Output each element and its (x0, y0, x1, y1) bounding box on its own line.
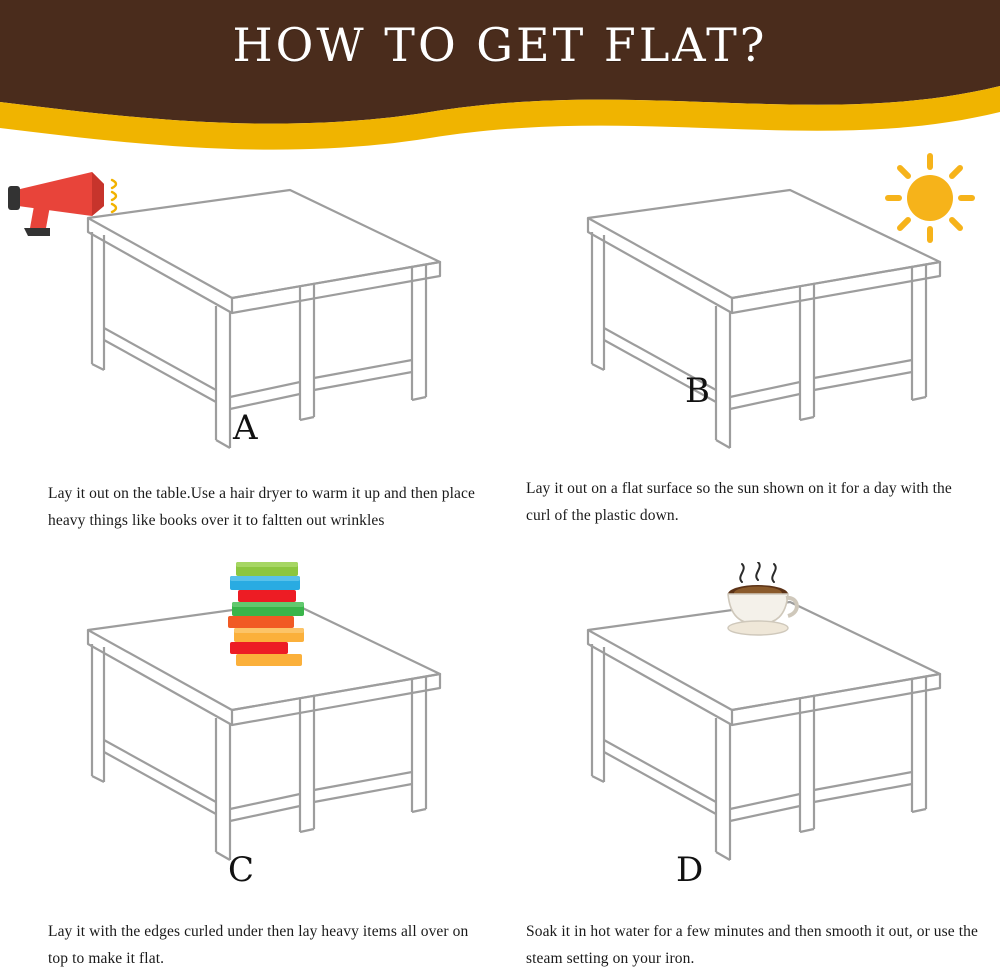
hot-cup-icon (728, 562, 797, 635)
panel-a (0, 150, 500, 562)
panel-d-letter: D (676, 850, 704, 890)
panel-b-caption: Lay it out on a flat surface so the sun shown on it for a day with the curl of the plastic down. (526, 480, 952, 524)
panel-c-caption: Lay it with the edges curled under then lay heavy items all over on top to make it flat. (48, 923, 469, 967)
panel-d (500, 562, 1000, 974)
panel-c-letter: C (228, 850, 255, 890)
book-stack-icon (228, 562, 304, 666)
panel-c-illustration (0, 562, 500, 882)
hair-dryer-icon (8, 172, 116, 236)
panel-c (0, 562, 500, 974)
panel-d-illustration (500, 562, 1000, 882)
panel-b-letter: B (685, 371, 710, 411)
panel-b-illustration (500, 150, 1000, 470)
sun-icon (888, 156, 972, 240)
table-drawing (588, 602, 940, 860)
table-drawing (588, 190, 940, 448)
panel-a-caption: Lay it out on the table.Use a hair dryer to warm it up and then place heavy things like books over it to faltten out wrinkles (48, 485, 475, 529)
panel-a-letter: A (233, 408, 258, 448)
panel-d-caption: Soak it in hot water for a few minutes and then smooth it out, or use the steam setting on your iron. (526, 923, 978, 967)
panel-b (500, 150, 1000, 562)
table-drawing (88, 190, 440, 448)
panel-grid (0, 150, 1000, 974)
page-title: HOW TO GET FLAT? (232, 18, 768, 72)
page-header (0, 0, 1000, 150)
